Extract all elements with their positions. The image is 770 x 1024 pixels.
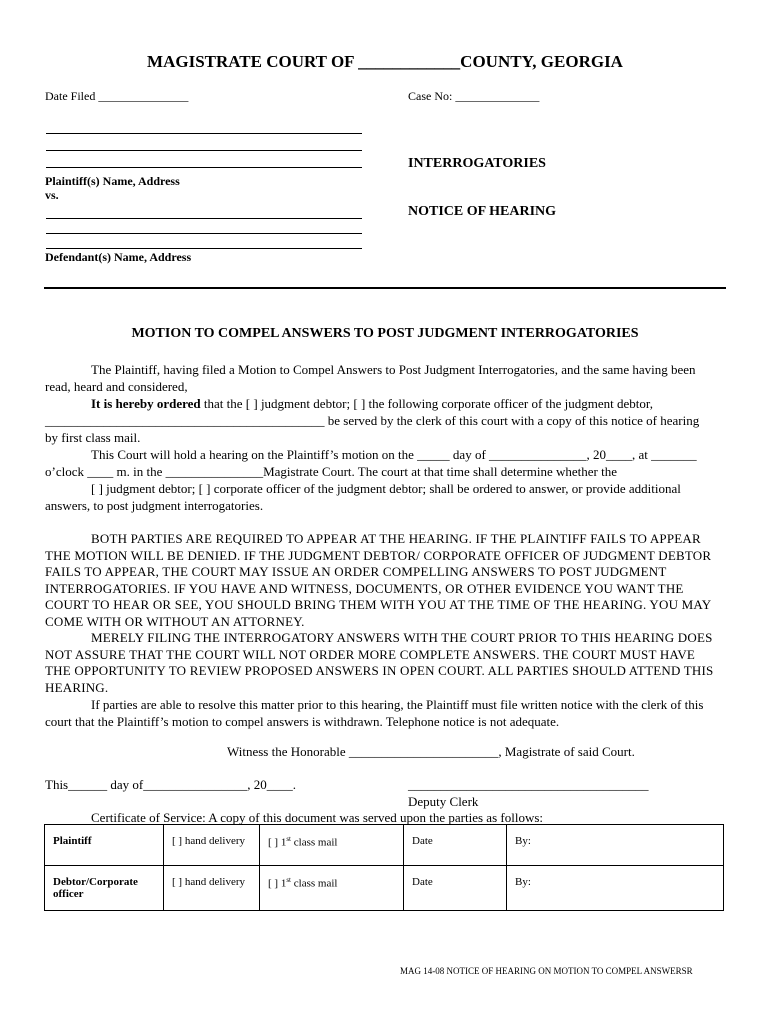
date-line: This______ day of________________, 20____. [45,777,296,792]
paragraph-considered: The Plaintiff, having filed a Motion to Compel Answers to Post Judgment Interrogatories, and the same having been read, heard and considered, [45,362,696,394]
plaintiff-line-1 [46,133,362,134]
service-table [44,824,724,911]
paragraph-appear-notice: BOTH PARTIES ARE REQUIRED TO APPEAR AT THE HEARING. IF THE PLAINTIFF FAILS TO APPEAR THE MOTION WILL BE DENIED. IF THE JUDGMENT DEBTOR/ CORPORATE OFFICER OF JUDGMENT DEBTOR FAILS TO APPEAR, THE COURT MAY ISSUE AN ORDER COMPELLING ANSWERS TO POST JUDGMENT INTERROGATORIES. IF YOU HAVE AND WITNESS, DOCUMENTS, OR OTHER EVIDENCE YOU WANT THE COURT TO HEAR OR SEE, YOU SHOULD BRING THEM WITH YOU AT THE TIME OF THE HEARING. YOU MAY COME WITH OR WITHOUT AN ATTORNEY. [45,531,712,629]
by-cell: By: [507,825,724,866]
date-filed: Date Filed _______________ [45,89,189,103]
mail-cell [260,866,404,911]
clerk-signature-line: _____________________________________ [408,777,649,792]
versus-label: vs. [45,188,59,202]
plaintiff-line-2 [46,150,362,151]
paragraph-hearing: This Court will hold a hearing on the Plaintiff’s motion on the _____ day of _______________, 20____, at _______ o’clock ____ m. in the _______________Magistrate Court. The court at that time shall determine whether the [45,447,697,479]
date-cell: Date [404,825,507,866]
mail-cell [260,825,404,866]
ordered-text: that the [ ] judgment debtor; [ ] the following corporate officer of the judgment debtor, [200,396,653,411]
by-cell: By: [507,866,724,911]
plaintiff-label: Plaintiff(s) Name, Address [45,174,180,188]
motion-heading: MOTION TO COMPEL ANSWERS TO POST JUDGMENT INTERROGATORIES [131,326,639,341]
party-cell: Plaintiff [45,825,164,866]
paragraph-filing-notice: MERELY FILING THE INTERROGATORY ANSWERS WITH THE COURT PRIOR TO THIS HEARING DOES NOT ASSURE THAT THE COURT WILL NOT ORDER MORE COMPLETE ANSWERS. THE COURT MUST HAVE THE OPPORTUNITY TO REVIEW PROPOSED ANSWERS IN OPEN COURT. ALL PARTIES SHOULD ATTEND THIS HEARING. [45,630,714,695]
defendant-line-1 [46,218,362,219]
motion-body [45,361,715,730]
mail-prefix: [ ] 1 [268,836,287,849]
mail-superscript: st [286,835,291,843]
form-footer: MAG 14-08 NOTICE OF HEARING ON MOTION TO COMPEL ANSWERSR [400,966,693,976]
date-cell: Date [404,866,507,911]
table-row [45,866,724,911]
notice-of-hearing-title: NOTICE OF HEARING [408,204,557,219]
paragraph-ordered-cont: ___________________________________________ be served by the clerk of this court with a copy of this notice of hearing by first class mail. [45,413,700,445]
hand-delivery-cell: [ ] hand delivery [164,825,260,866]
paragraph-hearing-cont: [ ] judgment debtor; [ ] corporate officer of the judgment debtor; shall be ordered to answer, or provide additional answers, to post judgment interrogatories. [45,481,681,513]
divider-rule [44,287,726,289]
court-title: MAGISTRATE COURT OF ____________COUNTY, GEORGIA [147,52,623,71]
interrogatories-title: INTERROGATORIES [408,156,546,171]
table-row [45,825,724,866]
witness-line: Witness the Honorable _______________________, Magistrate of said Court. [227,744,635,759]
mail-prefix: [ ] 1 [268,877,287,890]
paragraph-ordered [45,395,715,412]
paragraph-resolve: If parties are able to resolve this matter prior to this hearing, the Plaintiff must file written notice with the clerk of this court that the Plaintiff’s motion to compel answers is withdrawn. Telephone notice is not adequate. [45,697,704,729]
case-number: Case No: ______________ [408,89,540,103]
defendant-label: Defendant(s) Name, Address [45,250,192,264]
defendant-line-3 [46,248,362,249]
certificate-of-service: Certificate of Service: A copy of this document was served upon the parties as follows: [91,810,543,825]
mail-suffix: class mail [291,877,338,890]
defendant-line-2 [46,233,362,234]
party-cell: Debtor/Corporate officer [45,866,164,911]
ordered-phrase: It is hereby ordered [91,396,201,411]
mail-suffix: class mail [291,836,338,849]
deputy-clerk-label: Deputy Clerk [408,794,479,809]
hand-delivery-cell: [ ] hand delivery [164,866,260,911]
mail-superscript: st [286,876,291,884]
plaintiff-line-3 [46,167,362,168]
